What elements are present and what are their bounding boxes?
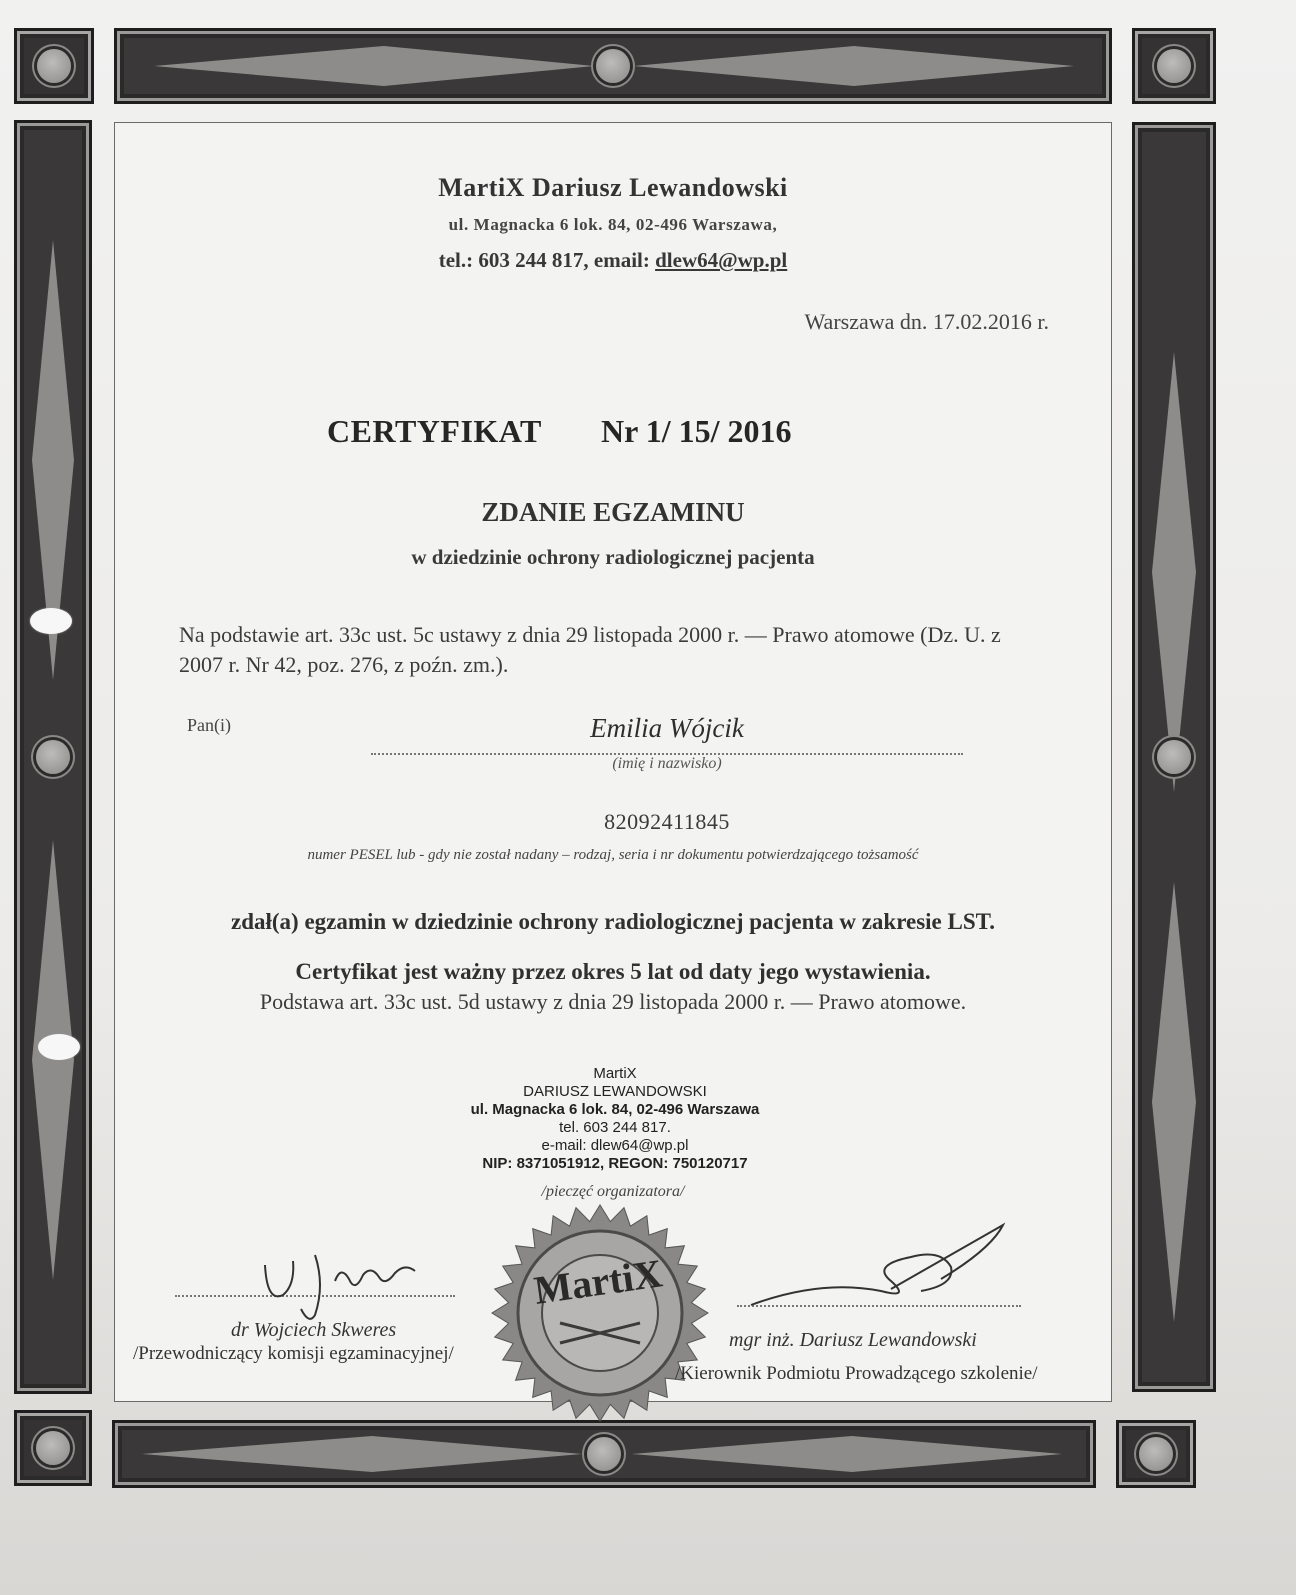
- border-ornament: [36, 740, 70, 774]
- contact-email-link[interactable]: dlew64@wp.pl: [655, 248, 788, 272]
- recipient-name-hint: (imię i nazwisko): [612, 755, 722, 772]
- organizer-address: ul. Magnacka 6 lok. 84, 02-496 Warszawa,: [448, 215, 778, 234]
- border-ornament: [587, 1437, 621, 1471]
- recipient-name: Emilia Wójcik: [590, 713, 744, 743]
- border-band-left: [14, 120, 92, 1394]
- legal-basis: Na podstawie art. 33c ust. 5c ustawy z dnia 29 listopada 2000 r. — Prawo atomowe (Dz. U. z 2007 r. Nr 42, poz. 276, z poźn. zm.).: [179, 622, 1001, 677]
- border-corner-bottom-right: [1116, 1420, 1196, 1488]
- stamp-line: ul. Magnacka 6 lok. 84, 02-496 Warszawa: [470, 1101, 760, 1118]
- border-band-bottom: [112, 1420, 1096, 1488]
- stamp-line: DARIUSZ LEWANDOWSKI: [523, 1083, 707, 1100]
- border-ornament: [596, 49, 630, 83]
- certificate-subheading: w dziedzinie ochrony radiologicznej pacjenta: [411, 545, 815, 569]
- stamp-line: e-mail: dlew64@wp.pl: [541, 1137, 689, 1154]
- exam-result: zdał(a) egzamin w dziedzinie ochrony radiologicznej pacjenta w zakresie LST.: [230, 909, 996, 934]
- martix-seal-logo: [490, 1203, 710, 1423]
- signatory-right-role: /Kierownik Podmiotu Prowadzącego szkolenie/: [675, 1363, 1038, 1384]
- stamp-line: NIP: 8371051912, REGON: 750120717: [482, 1155, 748, 1172]
- signatory-right-name: mgr inż. Dariusz Lewandowski: [729, 1329, 977, 1351]
- signatory-left-role: /Przewodniczący komisji egzaminacyjnej/: [133, 1343, 454, 1364]
- validity-basis: Podstawa art. 33c ust. 5d ustawy z dnia 29 listopada 2000 r. — Prawo atomowe.: [259, 989, 967, 1014]
- border-band-right: [1132, 122, 1216, 1392]
- certificate-title: CERTYFIKAT: [327, 413, 542, 449]
- organizer-stamp: [415, 1065, 815, 1173]
- organizer-name: MartiX Dariusz Lewandowski: [438, 173, 788, 202]
- certificate-number: Nr 1/ 15/ 2016: [601, 413, 792, 449]
- punch-hole: [38, 1034, 80, 1060]
- signatory-left-name: dr Wojciech Skweres: [231, 1319, 397, 1341]
- certificate-heading: ZDANIE EGZAMINU: [481, 497, 745, 527]
- stamp-line: MartiX: [593, 1065, 637, 1082]
- border-ornament: [1139, 1437, 1173, 1471]
- border-ornament: [1157, 49, 1191, 83]
- handwritten-signature-right: [741, 1219, 1011, 1319]
- border-ornament: [36, 1431, 70, 1465]
- handwritten-signature-left: [255, 1245, 455, 1325]
- border-corner-bottom-left: [14, 1410, 92, 1486]
- punch-hole: [30, 608, 72, 634]
- issue-date: Warszawa dn. 17.02.2016 r.: [804, 309, 1049, 334]
- seal-logo-text: MartiX: [531, 1250, 666, 1313]
- pesel-hint: numer PESEL lub - gdy nie został nadany – rodzaj, seria i nr dokumentu potwierdzającego tożsamość: [307, 847, 919, 863]
- border-corner-top-left: [14, 28, 94, 104]
- stamp-caption: /pieczęć organizatora/: [541, 1183, 685, 1200]
- validity-statement: Certyfikat jest ważny przez okres 5 lat od daty jego wystawienia.: [295, 959, 931, 984]
- contact-phone: tel.: 603 244 817, email:: [438, 248, 656, 272]
- organizer-contact: [115, 248, 1111, 273]
- border-corner-top-right: [1132, 28, 1216, 104]
- border-band-top: [114, 28, 1112, 104]
- border-ornament: [37, 49, 71, 83]
- recipient-pesel: 82092411845: [604, 809, 730, 834]
- certificate-body: [114, 122, 1112, 1402]
- salutation-label: Pan(i): [187, 715, 231, 735]
- border-ornament: [1157, 740, 1191, 774]
- stamp-line: tel. 603 244 817.: [559, 1119, 671, 1136]
